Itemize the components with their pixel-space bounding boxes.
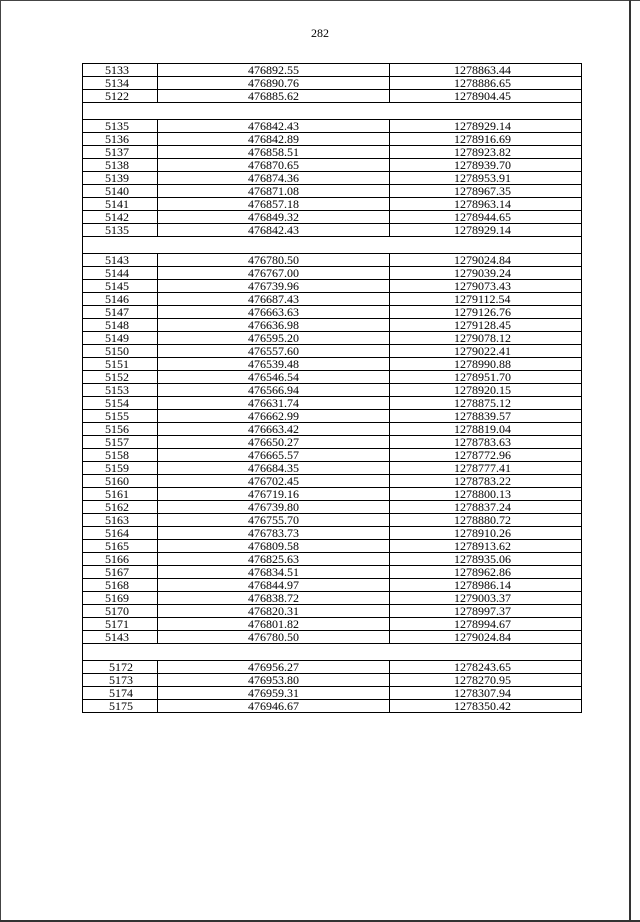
point-number-cell: 5141 [83, 198, 158, 211]
y-coordinate-cell: 1279126.76 [390, 306, 582, 319]
x-coordinate-cell: 476684.35 [158, 462, 390, 475]
y-coordinate-cell: 1278875.12 [390, 397, 582, 410]
table-row [83, 592, 582, 605]
y-coordinate-cell: 1278819.04 [390, 423, 582, 436]
x-coordinate-cell: 476953.80 [158, 674, 390, 687]
x-coordinate-cell: 476858.51 [158, 146, 390, 159]
table-row [83, 280, 582, 293]
y-coordinate-cell: 1278990.88 [390, 358, 582, 371]
table-row [83, 618, 582, 631]
y-coordinate-cell: 1278783.63 [390, 436, 582, 449]
table-row [83, 462, 582, 475]
x-coordinate-cell: 476687.43 [158, 293, 390, 306]
x-coordinate-cell: 476662.99 [158, 410, 390, 423]
table-row [83, 185, 582, 198]
table-row [83, 254, 582, 267]
point-number-cell: 5148 [83, 319, 158, 332]
point-number-cell: 5168 [83, 579, 158, 592]
y-coordinate-cell: 1278916.69 [390, 133, 582, 146]
point-number-cell: 5171 [83, 618, 158, 631]
x-coordinate-cell: 476946.67 [158, 700, 390, 713]
point-number-cell: 5158 [83, 449, 158, 462]
y-coordinate-cell: 1279039.24 [390, 267, 582, 280]
y-coordinate-cell: 1279112.54 [390, 293, 582, 306]
y-coordinate-cell: 1278772.96 [390, 449, 582, 462]
table-row [83, 293, 582, 306]
table-row [83, 540, 582, 553]
x-coordinate-cell: 476838.72 [158, 592, 390, 605]
x-coordinate-cell: 476820.31 [158, 605, 390, 618]
y-coordinate-cell: 1278350.42 [390, 700, 582, 713]
table-row [83, 674, 582, 687]
point-number-cell: 5175 [83, 700, 158, 713]
x-coordinate-cell: 476959.31 [158, 687, 390, 700]
section-separator-row [83, 103, 582, 120]
point-number-cell: 5138 [83, 159, 158, 172]
point-number-cell: 5143 [83, 631, 158, 644]
table-row [83, 345, 582, 358]
table-row [83, 306, 582, 319]
x-coordinate-cell: 476834.51 [158, 566, 390, 579]
x-coordinate-cell: 476890.76 [158, 77, 390, 90]
page-border-top [0, 0, 640, 1]
x-coordinate-cell: 476874.36 [158, 172, 390, 185]
table-row [83, 319, 582, 332]
point-number-cell: 5136 [83, 133, 158, 146]
point-number-cell: 5154 [83, 397, 158, 410]
table-row [83, 397, 582, 410]
table-row [83, 687, 582, 700]
y-coordinate-cell: 1278910.26 [390, 527, 582, 540]
x-coordinate-cell: 476801.82 [158, 618, 390, 631]
point-number-cell: 5172 [83, 661, 158, 674]
y-coordinate-cell: 1278944.65 [390, 211, 582, 224]
x-coordinate-cell: 476595.20 [158, 332, 390, 345]
point-number-cell: 5170 [83, 605, 158, 618]
point-number-cell: 5153 [83, 384, 158, 397]
x-coordinate-cell: 476755.70 [158, 514, 390, 527]
x-coordinate-cell: 476546.54 [158, 371, 390, 384]
table-row [83, 267, 582, 280]
table-row [83, 198, 582, 211]
page-border-right [629, 0, 631, 922]
point-number-cell: 5169 [83, 592, 158, 605]
table-row [83, 553, 582, 566]
table-row [83, 384, 582, 397]
y-coordinate-cell: 1279128.45 [390, 319, 582, 332]
y-coordinate-cell: 1278997.37 [390, 605, 582, 618]
x-coordinate-cell: 476739.96 [158, 280, 390, 293]
x-coordinate-cell: 476631.74 [158, 397, 390, 410]
x-coordinate-cell: 476767.00 [158, 267, 390, 280]
y-coordinate-cell: 1278839.57 [390, 410, 582, 423]
coordinate-table-body [83, 64, 582, 713]
y-coordinate-cell: 1278929.14 [390, 120, 582, 133]
page-border-left [0, 0, 1, 922]
table-row [83, 501, 582, 514]
point-number-cell: 5145 [83, 280, 158, 293]
section-separator-cell [83, 237, 582, 254]
table-row [83, 436, 582, 449]
table-row [83, 423, 582, 436]
point-number-cell: 5147 [83, 306, 158, 319]
point-number-cell: 5146 [83, 293, 158, 306]
table-row [83, 514, 582, 527]
table-row [83, 358, 582, 371]
point-number-cell: 5162 [83, 501, 158, 514]
section-separator-row [83, 644, 582, 661]
x-coordinate-cell: 476780.50 [158, 254, 390, 267]
table-row [83, 371, 582, 384]
y-coordinate-cell: 1278800.13 [390, 488, 582, 501]
table-row [83, 332, 582, 345]
table-row [83, 77, 582, 90]
x-coordinate-cell: 476663.42 [158, 423, 390, 436]
y-coordinate-cell: 1278939.70 [390, 159, 582, 172]
y-coordinate-cell: 1278913.62 [390, 540, 582, 553]
point-number-cell: 5159 [83, 462, 158, 475]
point-number-cell: 5135 [83, 224, 158, 237]
x-coordinate-cell: 476849.32 [158, 211, 390, 224]
table-row [83, 159, 582, 172]
point-number-cell: 5150 [83, 345, 158, 358]
point-number-cell: 5164 [83, 527, 158, 540]
y-coordinate-cell: 1278986.14 [390, 579, 582, 592]
table-row [83, 64, 582, 77]
table-row [83, 172, 582, 185]
table-row [83, 566, 582, 579]
section-separator-cell [83, 644, 582, 661]
y-coordinate-cell: 1278243.65 [390, 661, 582, 674]
y-coordinate-cell: 1278923.82 [390, 146, 582, 159]
point-number-cell: 5133 [83, 64, 158, 77]
y-coordinate-cell: 1278783.22 [390, 475, 582, 488]
x-coordinate-cell: 476857.18 [158, 198, 390, 211]
y-coordinate-cell: 1278863.44 [390, 64, 582, 77]
y-coordinate-cell: 1278886.65 [390, 77, 582, 90]
x-coordinate-cell: 476636.98 [158, 319, 390, 332]
table-row [83, 146, 582, 159]
x-coordinate-cell: 476650.27 [158, 436, 390, 449]
x-coordinate-cell: 476783.73 [158, 527, 390, 540]
table-row [83, 488, 582, 501]
table-row [83, 527, 582, 540]
table-row [83, 410, 582, 423]
x-coordinate-cell: 476842.89 [158, 133, 390, 146]
x-coordinate-cell: 476842.43 [158, 224, 390, 237]
x-coordinate-cell: 476825.63 [158, 553, 390, 566]
y-coordinate-cell: 1278904.45 [390, 90, 582, 103]
x-coordinate-cell: 476870.65 [158, 159, 390, 172]
x-coordinate-cell: 476539.48 [158, 358, 390, 371]
point-number-cell: 5160 [83, 475, 158, 488]
point-number-cell: 5143 [83, 254, 158, 267]
y-coordinate-cell: 1279024.84 [390, 254, 582, 267]
point-number-cell: 5174 [83, 687, 158, 700]
x-coordinate-cell: 476871.08 [158, 185, 390, 198]
table-row [83, 211, 582, 224]
y-coordinate-cell: 1278307.94 [390, 687, 582, 700]
point-number-cell: 5161 [83, 488, 158, 501]
y-coordinate-cell: 1279078.12 [390, 332, 582, 345]
x-coordinate-cell: 476739.80 [158, 501, 390, 514]
point-number-cell: 5149 [83, 332, 158, 345]
x-coordinate-cell: 476844.97 [158, 579, 390, 592]
point-number-cell: 5156 [83, 423, 158, 436]
y-coordinate-cell: 1278962.86 [390, 566, 582, 579]
y-coordinate-cell: 1278929.14 [390, 224, 582, 237]
point-number-cell: 5166 [83, 553, 158, 566]
x-coordinate-cell: 476719.16 [158, 488, 390, 501]
point-number-cell: 5137 [83, 146, 158, 159]
table-row [83, 700, 582, 713]
y-coordinate-cell: 1278953.91 [390, 172, 582, 185]
point-number-cell: 5157 [83, 436, 158, 449]
point-number-cell: 5165 [83, 540, 158, 553]
page-number: 282 [311, 26, 329, 40]
y-coordinate-cell: 1278837.24 [390, 501, 582, 514]
y-coordinate-cell: 1278994.67 [390, 618, 582, 631]
table-row [83, 120, 582, 133]
point-number-cell: 5173 [83, 674, 158, 687]
table-row [83, 475, 582, 488]
y-coordinate-cell: 1279024.84 [390, 631, 582, 644]
x-coordinate-cell: 476663.63 [158, 306, 390, 319]
point-number-cell: 5135 [83, 120, 158, 133]
y-coordinate-cell: 1278967.35 [390, 185, 582, 198]
y-coordinate-cell: 1279003.37 [390, 592, 582, 605]
x-coordinate-cell: 476557.60 [158, 345, 390, 358]
point-number-cell: 5155 [83, 410, 158, 423]
y-coordinate-cell: 1278951.70 [390, 371, 582, 384]
section-separator-cell [83, 103, 582, 120]
point-number-cell: 5122 [83, 90, 158, 103]
y-coordinate-cell: 1279073.43 [390, 280, 582, 293]
y-coordinate-cell: 1278920.15 [390, 384, 582, 397]
y-coordinate-cell: 1278270.95 [390, 674, 582, 687]
table-row [83, 224, 582, 237]
coordinate-table [82, 63, 582, 713]
point-number-cell: 5144 [83, 267, 158, 280]
x-coordinate-cell: 476842.43 [158, 120, 390, 133]
table-row [83, 631, 582, 644]
point-number-cell: 5151 [83, 358, 158, 371]
table-row [83, 449, 582, 462]
x-coordinate-cell: 476809.58 [158, 540, 390, 553]
x-coordinate-cell: 476665.57 [158, 449, 390, 462]
x-coordinate-cell: 476892.55 [158, 64, 390, 77]
section-separator-row [83, 237, 582, 254]
x-coordinate-cell: 476702.45 [158, 475, 390, 488]
y-coordinate-cell: 1278935.06 [390, 553, 582, 566]
point-number-cell: 5140 [83, 185, 158, 198]
y-coordinate-cell: 1278777.41 [390, 462, 582, 475]
table-row [83, 90, 582, 103]
table-row [83, 661, 582, 674]
point-number-cell: 5134 [83, 77, 158, 90]
point-number-cell: 5142 [83, 211, 158, 224]
y-coordinate-cell: 1278963.14 [390, 198, 582, 211]
table-row [83, 605, 582, 618]
table-row [83, 579, 582, 592]
x-coordinate-cell: 476956.27 [158, 661, 390, 674]
point-number-cell: 5152 [83, 371, 158, 384]
x-coordinate-cell: 476780.50 [158, 631, 390, 644]
point-number-cell: 5139 [83, 172, 158, 185]
table-row [83, 133, 582, 146]
point-number-cell: 5163 [83, 514, 158, 527]
point-number-cell: 5167 [83, 566, 158, 579]
x-coordinate-cell: 476885.62 [158, 90, 390, 103]
y-coordinate-cell: 1279022.41 [390, 345, 582, 358]
x-coordinate-cell: 476566.94 [158, 384, 390, 397]
y-coordinate-cell: 1278880.72 [390, 514, 582, 527]
